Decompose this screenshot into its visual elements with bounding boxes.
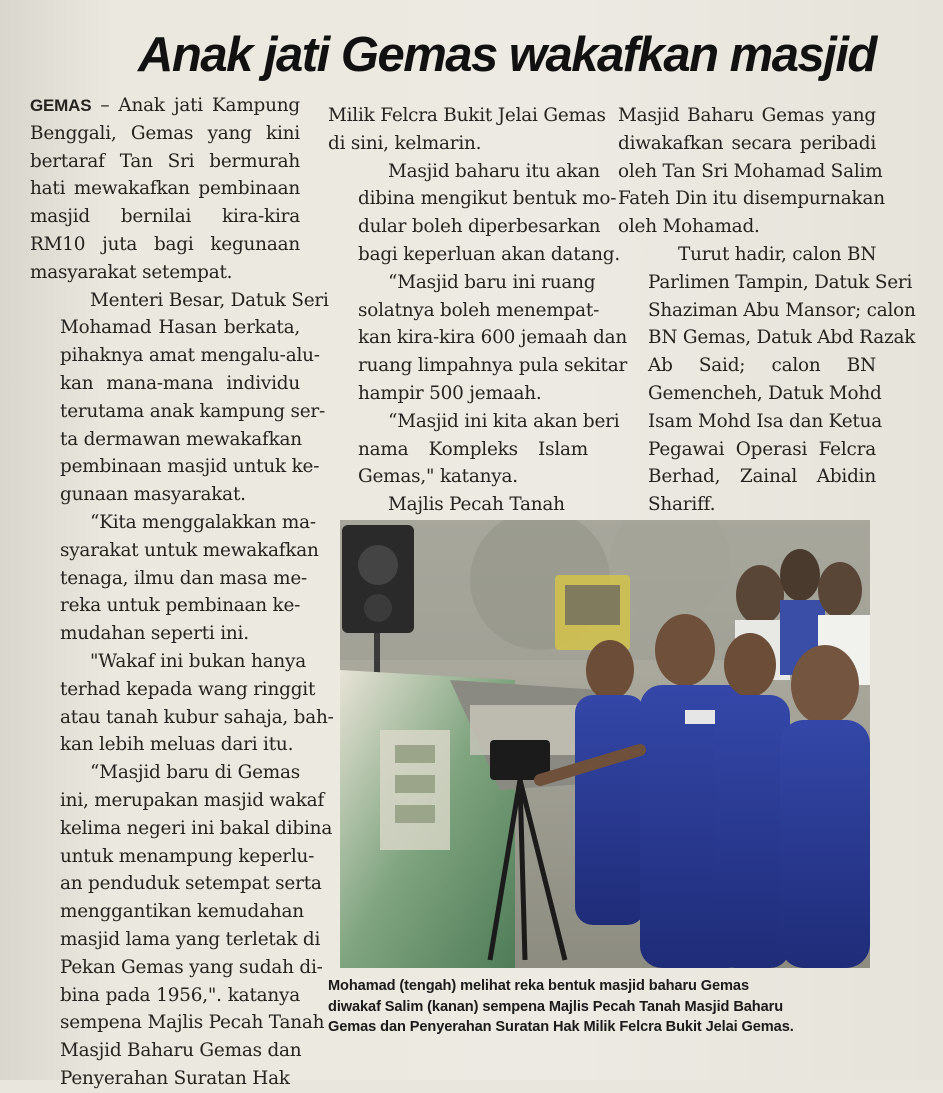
article-line: diwakafkan secara peribadi [618, 132, 876, 154]
article-paragraph [328, 269, 628, 408]
article-line: “Masjid baru di Gemas [90, 762, 300, 784]
article-paragraph [328, 158, 621, 269]
article-line: BN Gemas, Datuk Abd Razak [648, 327, 916, 349]
article-line: masjid lama yang terletak di [60, 928, 321, 950]
article-paragraph [30, 287, 329, 509]
article-line: di sini, kelmarin. [328, 132, 482, 154]
article-line: Gemencheh, Datuk Mohd [648, 382, 882, 404]
article-line: masyarakat setempat. [30, 261, 233, 283]
article-line: Shariff. [648, 494, 716, 516]
article-line: Isam Mohd Isa dan Ketua [648, 410, 882, 432]
article-line: tenaga, ilmu dan masa me- [60, 567, 308, 589]
article-line: Pekan Gemas yang sudah di- [60, 956, 323, 978]
article-line: syarakat untuk mewakafkan [60, 539, 319, 561]
article-line: hati mewakafkan pembinaan [30, 178, 300, 200]
article-line: "Wakaf ini bukan hanya [90, 650, 306, 672]
article-line: terutama anak kampung ser- [60, 400, 326, 422]
article-line: Menteri Besar, Datuk Seri [90, 289, 329, 311]
article-line: Turut hadir, calon BN [678, 243, 877, 265]
caption-line: Gemas dan Penyerahan Suratan Hak Milik Felcra Bukit Jelai Gemas. [328, 1019, 794, 1035]
article-line: Parlimen Tampin, Datuk Seri [648, 271, 913, 293]
article-line: Majlis Pecah Tanah [388, 494, 565, 516]
article-column-3 [618, 102, 916, 519]
article-line: Gemas," katanya. [358, 466, 518, 488]
article-line: GEMAS – Anak jati Kampung [30, 95, 300, 116]
article-line: menggantikan kemudahan [60, 901, 304, 923]
article-line: solatnya boleh menempat- [358, 299, 600, 321]
article-paragraph [328, 491, 588, 519]
article-line: gunaan masyarakat. [60, 484, 246, 506]
article-line: “Masjid ini kita akan beri [388, 410, 620, 432]
article-paragraph [618, 241, 916, 519]
article-paragraph [30, 509, 319, 648]
article-line: ini, merupakan masjid wakaf [60, 789, 325, 811]
article-line: untuk menampung keperlu- [60, 845, 315, 867]
article-line: kan kira-kira 600 jemaah dan [358, 327, 627, 349]
article-paragraph [618, 102, 885, 241]
article-column-1 [30, 92, 334, 1093]
article-line: RM10 juta bagi kegunaan [30, 233, 300, 255]
article-line: kan lebih meluas dari itu. [60, 734, 294, 756]
article-paragraph [30, 648, 334, 759]
article-line: reka untuk pembinaan ke- [60, 595, 301, 617]
caption-line: diwakaf Salim (kanan) sempena Majlis Pecah Tanah Masjid Baharu [328, 998, 784, 1015]
photo-illustration [340, 520, 870, 968]
article-line: “Kita menggalakkan ma- [90, 511, 316, 533]
article-line: nama Kompleks Islam [358, 438, 588, 460]
article-line: Mohamad Hasan berkata, [60, 317, 300, 339]
article-line: Berhad, Zainal Abidin [648, 466, 876, 488]
article-line: mudahan seperti ini. [60, 623, 249, 645]
article-line: Masjid Baharu Gemas yang [618, 105, 876, 126]
article-line: ta dermawan mewakafkan [60, 428, 302, 450]
article-line: dibina mengikut bentuk mo- [358, 188, 617, 210]
article-line: Masjid Baharu Gemas dan [60, 1040, 302, 1062]
article-line: bertaraf Tan Sri bermurah [30, 150, 300, 172]
article-paragraph [328, 102, 606, 158]
article-paragraph [328, 408, 620, 491]
article-line: ruang limpahnya pula sekitar [358, 355, 628, 377]
photo-caption [328, 976, 868, 1038]
article-line: pihaknya amat mengalu-alu- [60, 345, 320, 367]
article-column-2 [328, 102, 628, 519]
article-line: terhad kepada wang ringgit [60, 678, 316, 700]
article-line: Shaziman Abu Mansor; calon [648, 299, 916, 321]
article-line: kelima negeri ini bakal dibina [60, 817, 333, 839]
article-line: kan mana-mana individu [60, 372, 300, 394]
article-line: bina pada 1956,". katanya [60, 984, 300, 1006]
dateline: GEMAS [30, 96, 92, 115]
article-line: atau tanah kubur sahaja, bah- [60, 706, 334, 728]
headline: Anak jati Gemas wakafkan masjid [138, 28, 876, 82]
article-line: hampir 500 jemaah. [358, 382, 542, 404]
article-line: “Masjid baru ini ruang [388, 271, 596, 293]
article-line: masjid bernilai kira-kira [30, 206, 300, 228]
article-line: Benggali, Gemas yang kini [30, 122, 300, 144]
article-line: oleh Mohamad. [618, 216, 760, 238]
caption-line: Mohamad (tengah) melihat reka bentuk masjid baharu Gemas [328, 978, 749, 994]
article-line: sempena Majlis Pecah Tanah [60, 1012, 325, 1034]
article-line: bagi keperluan akan datang. [358, 243, 621, 265]
article-line: dular boleh diperbesarkan [358, 216, 601, 238]
article-line: pembinaan masjid untuk ke- [60, 456, 320, 478]
article-paragraph [30, 92, 300, 287]
article-line: Fateh Din itu disempurnakan [618, 188, 885, 210]
article-paragraph [30, 759, 333, 1093]
article-line: an penduduk setempat serta [60, 873, 322, 895]
article-line: Penyerahan Suratan Hak [60, 1067, 290, 1089]
news-photo [340, 520, 870, 968]
article-line: Masjid baharu itu akan [388, 160, 600, 182]
article-line: oleh Tan Sri Mohamad Salim [618, 160, 883, 182]
article-line: Milik Felcra Bukit Jelai Gemas [328, 105, 606, 126]
article-line: Ab Said; calon BN [648, 355, 876, 377]
article-line: Pegawai Operasi Felcra [648, 438, 876, 460]
